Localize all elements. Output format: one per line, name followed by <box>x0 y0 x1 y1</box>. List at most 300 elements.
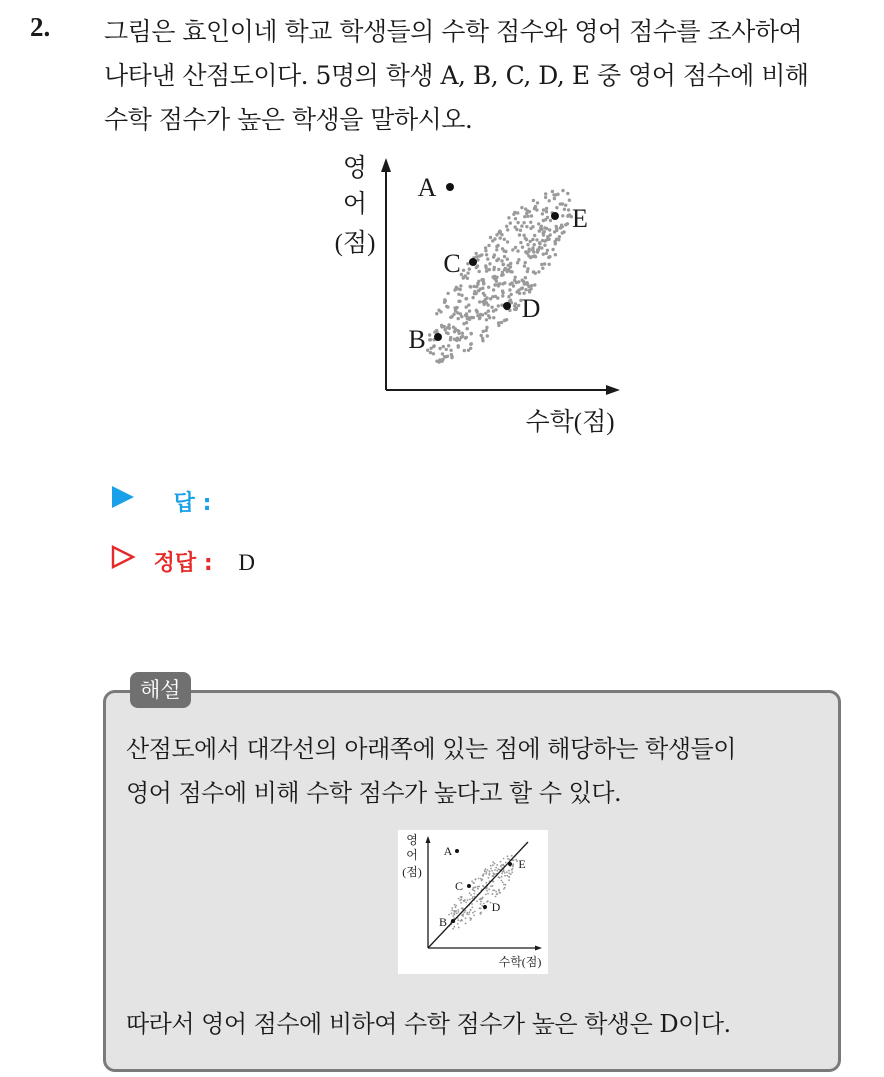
stipple-dot <box>516 211 519 214</box>
stipple-dot <box>475 878 477 880</box>
stipple-dot <box>508 876 510 878</box>
stipple-dot <box>464 274 467 277</box>
stipple-dot <box>485 266 488 269</box>
stipple-dot <box>529 227 532 230</box>
point-label-c: C <box>443 249 461 278</box>
stipple-dot <box>480 898 482 900</box>
scatter-plot-with-diagonal-figure <box>398 830 548 974</box>
stipple-dot <box>514 276 517 279</box>
stipple-dot <box>452 928 454 930</box>
stipple-dot <box>526 243 529 246</box>
stipple-dot <box>459 284 462 287</box>
stipple-dot <box>480 334 483 337</box>
stipple-dot <box>472 889 474 891</box>
stipple-dot <box>537 222 540 225</box>
stipple-dot <box>481 337 484 340</box>
point-label-a: A <box>417 173 437 202</box>
stipple-dot <box>490 306 493 309</box>
stipple-dot <box>492 875 494 877</box>
question-text <box>104 10 874 142</box>
stipple-dot <box>445 331 448 334</box>
stipple-dot <box>511 248 514 251</box>
stipple-dot <box>487 900 489 902</box>
stipple-dot <box>512 284 515 287</box>
y-axis-label: 어 <box>342 191 368 218</box>
y-axis-label: (점) <box>402 865 422 879</box>
stipple-dot <box>491 295 494 298</box>
stipple-dot <box>465 923 467 925</box>
stipple-dot <box>469 892 471 894</box>
stipple-dot <box>531 248 534 251</box>
question-line: 나타낸 산점도이다. 5명의 학생 A, B, C, D, E 중 영어 점수에 비해 <box>104 61 809 90</box>
stipple-dot <box>471 906 473 908</box>
stipple-dot <box>553 197 556 200</box>
stipple-dot <box>517 304 520 307</box>
point-e <box>508 862 512 866</box>
stipple-dot <box>482 874 484 876</box>
stipple-dot <box>477 289 480 292</box>
stipple-dot <box>461 335 464 338</box>
stipple-dot <box>485 326 488 329</box>
stipple-dot <box>519 229 522 232</box>
stipple-dot <box>556 193 559 196</box>
stipple-dot <box>452 915 454 917</box>
stipple-dot <box>524 276 527 279</box>
stipple-dot <box>493 874 495 876</box>
stipple-dot <box>458 909 460 911</box>
stipple-dot <box>524 207 527 210</box>
stipple-dot <box>483 303 486 306</box>
stipple-dot <box>516 249 519 252</box>
stipple-dot <box>435 360 438 363</box>
stipple-dot <box>551 248 554 251</box>
stipple-dot <box>459 899 461 901</box>
stipple-dot <box>457 345 460 348</box>
stipple-dot <box>566 192 569 195</box>
stipple-dot <box>518 233 521 236</box>
point-b <box>451 919 455 923</box>
point-d <box>503 302 511 310</box>
stipple-dot <box>499 892 501 894</box>
stipple-dot <box>520 206 523 209</box>
stipple-dot <box>525 238 528 241</box>
stipple-dot <box>440 325 443 328</box>
stipple-dot <box>472 912 474 914</box>
stipple-dot <box>529 221 532 224</box>
stipple-dot <box>504 872 506 874</box>
stipple-dot <box>474 911 476 913</box>
stipple-dot <box>448 914 450 916</box>
stipple-dot <box>487 286 490 289</box>
stipple-dot <box>530 214 533 217</box>
stipple-dot <box>514 225 517 228</box>
stipple-dot <box>493 266 496 269</box>
stipple-dot <box>545 252 548 255</box>
stipple-dot <box>524 261 527 264</box>
stipple-dot <box>475 252 478 255</box>
stipple-dot <box>523 215 526 218</box>
stipple-dot <box>470 342 473 345</box>
stipple-dot <box>477 888 479 890</box>
stipple-dot <box>487 869 489 871</box>
stipple-dot <box>486 334 489 337</box>
stipple-dot <box>497 304 500 307</box>
stipple-dot <box>481 905 483 907</box>
stipple-dot <box>528 248 531 251</box>
stipple-dot <box>495 867 497 869</box>
correct-answer-value: D <box>238 550 255 575</box>
stipple-dot <box>478 316 481 319</box>
stipple-dot <box>495 248 498 251</box>
stipple-dot <box>504 875 506 877</box>
stipple-dot <box>480 878 482 880</box>
stipple-dot <box>567 208 570 211</box>
explanation-tag: 해설 <box>130 672 191 708</box>
stipple-dot <box>490 868 492 870</box>
stipple-dot <box>488 262 491 265</box>
stipple-dot <box>449 316 452 319</box>
stipple-dot <box>478 270 481 273</box>
stipple-dot <box>488 877 490 879</box>
stipple-dot <box>435 312 438 315</box>
point-label-b: B <box>438 915 448 929</box>
stipple-dot <box>525 212 528 215</box>
stipple-dot <box>549 219 552 222</box>
stipple-dot <box>534 272 537 275</box>
stipple-dot <box>476 900 478 902</box>
stipple-dot <box>460 294 463 297</box>
point-label-d: D <box>521 294 541 323</box>
stipple-dot <box>468 267 471 270</box>
stipple-dot <box>552 193 555 196</box>
stipple-dot <box>492 309 495 312</box>
stipple-dot <box>485 868 487 870</box>
stipple-dot <box>546 238 549 241</box>
stipple-dot <box>485 894 487 896</box>
stipple-dot <box>480 903 482 905</box>
stipple-dot <box>533 234 536 237</box>
stipple-dot <box>497 324 500 327</box>
point-label-b: B <box>408 325 426 354</box>
stipple-dot <box>484 249 487 252</box>
stipple-dot <box>473 292 476 295</box>
question-line: 수학 점수가 높은 학생을 말하시오. <box>104 105 473 134</box>
stipple-dot <box>492 893 494 895</box>
stipple-dot <box>492 885 494 887</box>
stipple-dot <box>465 336 468 339</box>
stipple-dot <box>502 263 505 266</box>
stipple-dot <box>467 899 469 901</box>
stipple-dot <box>482 885 484 887</box>
y-axis-label: 영 <box>342 155 368 182</box>
stipple-dot <box>560 224 563 227</box>
stipple-dot <box>481 278 484 281</box>
stipple-dot <box>554 242 557 245</box>
point-label-a: A <box>443 844 453 858</box>
x-axis-label: 수학(점) <box>498 955 542 969</box>
correct-answer-label: 정답 : <box>153 551 213 576</box>
stipple-dot <box>522 234 525 237</box>
stipple-dot <box>537 270 540 273</box>
stipple-dot <box>500 321 503 324</box>
stipple-dot <box>515 859 517 861</box>
stipple-dot <box>492 288 495 291</box>
stipple-dot <box>568 199 571 202</box>
stipple-dot <box>507 295 510 298</box>
outline-triangle-icon <box>110 544 146 576</box>
stipple-dot <box>503 238 506 241</box>
stipple-dot <box>488 874 490 876</box>
stipple-dot <box>455 911 457 913</box>
stipple-dot <box>478 254 481 257</box>
point-d <box>483 905 487 909</box>
stipple-dot <box>527 254 530 257</box>
stipple-dot <box>542 208 545 211</box>
stipple-dot <box>521 286 524 289</box>
stipple-dot <box>505 884 507 886</box>
stipple-dot <box>462 269 465 272</box>
stipple-dot <box>446 292 449 295</box>
stipple-dot <box>561 189 564 192</box>
stipple-dot <box>453 288 456 291</box>
stipple-dot <box>451 907 453 909</box>
stipple-dot <box>548 199 551 202</box>
stipple-dot <box>478 300 481 303</box>
stipple-dot <box>461 908 463 910</box>
stipple-dot <box>483 300 486 303</box>
x-axis-arrow-icon <box>535 946 542 951</box>
stipple-dot <box>491 870 493 872</box>
stipple-dot <box>456 311 459 314</box>
stipple-dot <box>456 329 459 332</box>
point-label-c: C <box>454 879 464 893</box>
stipple-dot <box>463 900 465 902</box>
stipple-dot <box>473 887 475 889</box>
stipple-dot <box>536 201 539 204</box>
stipple-dot <box>541 267 544 270</box>
stipple-dot <box>480 901 482 903</box>
stipple-dot <box>459 288 462 291</box>
stipple-dot <box>544 192 547 195</box>
stipple-dot <box>501 880 503 882</box>
stipple-dot <box>561 214 564 217</box>
y-axis-label: (점) <box>334 230 376 257</box>
stipple-dot <box>564 204 567 207</box>
stipple-dot <box>489 236 492 239</box>
point-c <box>469 258 477 266</box>
stipple-dot <box>541 212 544 215</box>
stipple-dot <box>551 190 554 193</box>
stipple-dot <box>495 245 498 248</box>
stipple-dot <box>453 306 456 309</box>
stipple-dot <box>523 264 526 267</box>
stipple-dot <box>450 356 453 359</box>
stipple-dot <box>501 294 504 297</box>
stipple-dot <box>500 259 503 262</box>
stipple-dot <box>524 288 527 291</box>
stipple-dot <box>465 902 467 904</box>
stipple-dot <box>471 880 473 882</box>
stipple-dot <box>566 222 569 225</box>
stipple-dot <box>465 312 468 315</box>
stipple-dot <box>532 199 535 202</box>
stipple-dot <box>496 864 498 866</box>
stipple-dot <box>462 913 464 915</box>
stipple-dot <box>453 338 456 341</box>
stipple-dot <box>456 913 458 915</box>
stipple-dot <box>545 207 548 210</box>
stipple-dot <box>554 253 557 256</box>
stipple-dot <box>485 873 487 875</box>
stipple-dot <box>460 896 462 898</box>
stipple-dot <box>492 889 494 891</box>
stipple-dot <box>534 205 537 208</box>
stipple-dot <box>505 318 508 321</box>
stipple-dot <box>470 909 472 911</box>
y-axis-label: 영 <box>406 833 418 847</box>
stipple-dot <box>486 257 489 260</box>
stipple-dot <box>454 913 456 915</box>
stipple-dot <box>503 884 505 886</box>
stipple-dot <box>486 890 488 892</box>
explanation-text <box>126 727 836 815</box>
stipple-dot <box>457 300 460 303</box>
stipple-dot <box>464 910 466 912</box>
point-label-e: E <box>572 204 588 233</box>
stipple-dot <box>488 316 491 319</box>
stipple-dot <box>514 217 517 220</box>
stipple-dot <box>428 338 431 341</box>
stipple-dot <box>507 264 510 267</box>
stipple-dot <box>461 332 464 335</box>
stipple-dot <box>458 898 460 900</box>
point-label-d: D <box>491 900 501 914</box>
x-axis-arrow-icon <box>606 385 620 395</box>
stipple-dot <box>501 247 504 250</box>
stipple-dot <box>506 228 509 231</box>
stipple-dot <box>506 258 509 261</box>
stipple-dot <box>557 238 560 241</box>
stipple-dot <box>500 861 502 863</box>
stipple-dot <box>438 358 441 361</box>
stipple-dot <box>470 918 472 920</box>
stipple-dot <box>481 313 484 316</box>
stipple-dot <box>489 870 491 872</box>
stipple-dot <box>470 316 473 319</box>
stipple-dot <box>438 347 441 350</box>
stipple-dot <box>508 870 510 872</box>
stipple-dot <box>517 258 520 261</box>
stipple-dot <box>484 871 486 873</box>
point-c <box>467 884 471 888</box>
stipple-dot <box>502 871 504 873</box>
stipple-dot <box>469 285 472 288</box>
stipple-dot <box>506 871 508 873</box>
stipple-dot <box>442 345 445 348</box>
stipple-dot <box>544 196 547 199</box>
stipple-dot <box>458 911 460 913</box>
stipple-dot <box>558 235 561 238</box>
stipple-dot <box>493 253 496 256</box>
stipple-dot <box>455 905 457 907</box>
stipple-dot <box>482 330 485 333</box>
stipple-dot <box>536 248 539 251</box>
stipple-dot <box>441 358 444 361</box>
stipple-dot <box>469 347 472 350</box>
stipple-dot <box>539 226 542 229</box>
stipple-dot <box>466 271 469 274</box>
stipple-dot <box>449 336 452 339</box>
stipple-dot <box>481 287 484 290</box>
point-a <box>455 849 459 853</box>
stipple-dot <box>545 210 548 213</box>
stipple-dot <box>520 224 523 227</box>
point-b <box>434 333 442 341</box>
stipple-dot <box>504 887 506 889</box>
stipple-dot <box>542 219 545 222</box>
stipple-dot <box>477 280 480 283</box>
stipple-dot <box>473 285 476 288</box>
stipple-dot <box>493 283 496 286</box>
stipple-dot <box>533 243 536 246</box>
stipple-dot <box>458 927 460 929</box>
stipple-dot <box>502 882 504 884</box>
stipple-dot <box>555 227 558 230</box>
stipple-dot <box>501 291 504 294</box>
stipple-dot <box>469 332 472 335</box>
point-e <box>551 212 559 220</box>
stipple-dot <box>445 348 448 351</box>
stipple-dot <box>432 352 435 355</box>
explanation-conclusion: 따라서 영어 점수에 비하여 수학 점수가 높은 학생은 D이다. <box>126 1010 731 1038</box>
explanation-line: 산점도에서 대각선의 아래쪽에 있는 점에 해당하는 학생들이 <box>126 735 736 763</box>
stipple-dot <box>468 309 471 312</box>
point-label-e: E <box>518 857 526 871</box>
stipple-dot <box>478 878 480 880</box>
stipple-dot <box>443 301 446 304</box>
stipple-dot <box>461 920 463 922</box>
stipple-dot <box>508 873 510 875</box>
stipple-dot <box>426 349 429 352</box>
stipple-dot <box>437 309 440 312</box>
stipple-dot <box>479 912 481 914</box>
stipple-dot <box>466 912 468 914</box>
stipple-dot <box>457 317 460 320</box>
stipple-dot <box>488 889 490 891</box>
stipple-dot <box>482 292 485 295</box>
stipple-dot <box>508 288 511 291</box>
scatter-plot-figure <box>320 140 640 440</box>
stipple-dot <box>566 214 569 217</box>
stipple-dot <box>491 275 494 278</box>
stipple-dot <box>507 268 510 271</box>
stipple-dot <box>509 299 512 302</box>
stipple-dot <box>524 250 527 253</box>
stipple-dot <box>472 898 474 900</box>
answer-correct-row <box>110 544 255 577</box>
stipple-dot <box>478 886 480 888</box>
answer-label: 답 : <box>173 491 212 516</box>
stipple-dot <box>548 263 551 266</box>
stipple-dot <box>484 312 487 315</box>
stipple-dot <box>509 283 512 286</box>
stipple-dot <box>511 855 513 857</box>
stipple-dot <box>487 893 489 895</box>
stipple-dot <box>471 903 473 905</box>
stipple-dot <box>457 919 459 921</box>
stipple-dot <box>513 304 516 307</box>
stipple-dot <box>485 269 488 272</box>
